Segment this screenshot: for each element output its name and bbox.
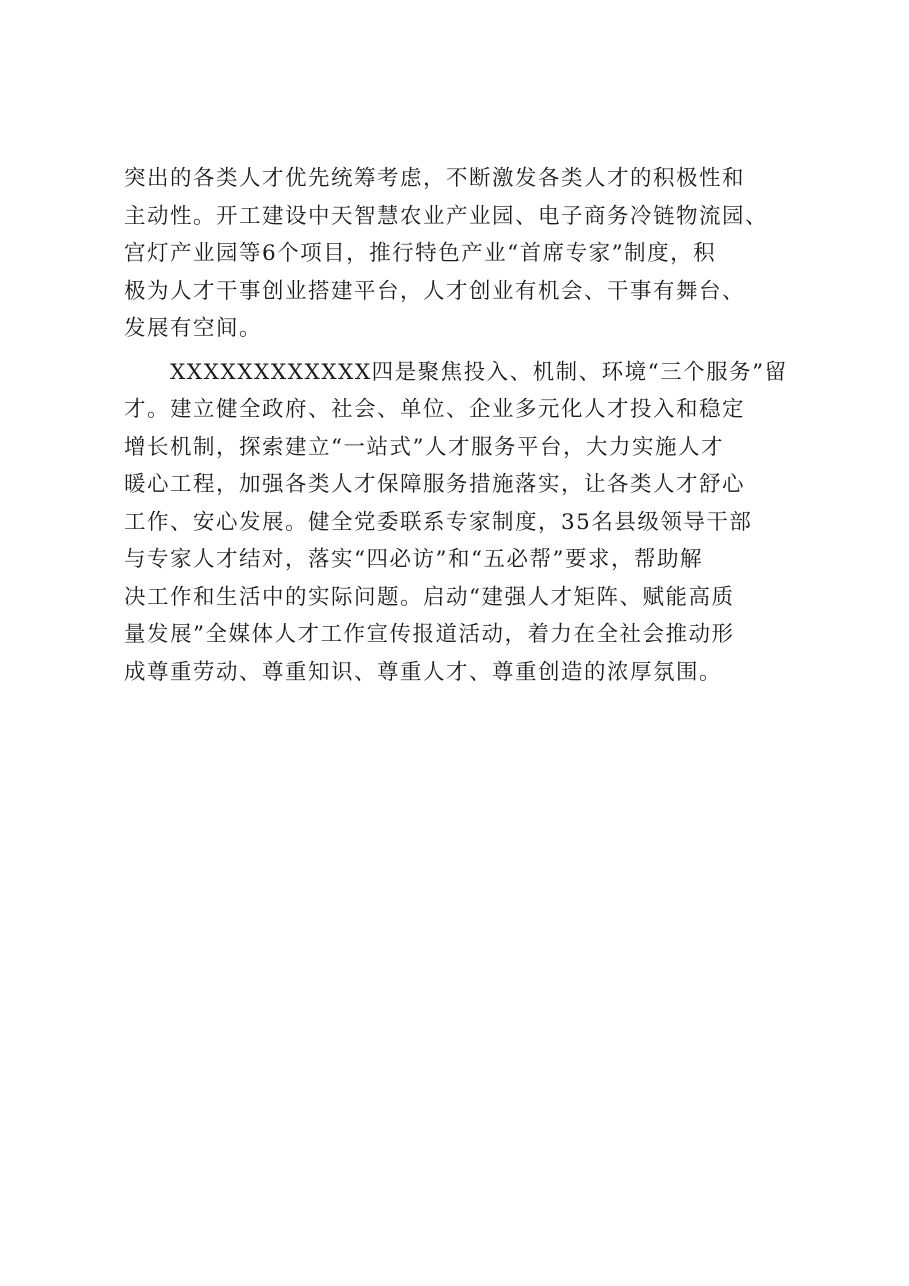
paragraph-section-four xyxy=(124,354,824,692)
paragraph-line: 成尊重劳动、尊重知识、尊重人才、尊重创造的浓厚氛围。 xyxy=(124,659,723,685)
paragraph-line: 与专家人才结对，落实“四必访”和“五必帮”要求，帮助解 xyxy=(124,547,703,572)
paragraph-continuation xyxy=(124,160,824,348)
paragraph-line: 宫灯产业园等6个项目，推行特色产业“首席专家”制度，积 xyxy=(124,241,717,266)
paragraph-line: 发展有空间。 xyxy=(124,316,263,341)
paragraph-line: 暖心工程，加强各类人才保障服务措施落实，让各类人才舒心 xyxy=(124,472,746,497)
paragraph-line: 极为人才干事创业搭建平台，人才创业有机会、干事有舞台、 xyxy=(124,278,746,304)
paragraph-line: 工作、安心发展。健全党委联系专家制度，35名县级领导干部 xyxy=(124,509,753,535)
paragraph-line: 增长机制，探索建立“一站式”人才服务平台，大力实施人才 xyxy=(124,434,724,460)
paragraph-line: XXXXXXXXXXXX四是聚焦投入、机制、环境“三个服务”留 xyxy=(170,359,788,385)
paragraph-line: 才。建立健全政府、社会、单位、企业多元化人才投入和稳定 xyxy=(124,397,746,422)
paragraph-line: 主动性。开工建设中天智慧农业产业园、电子商务冷链物流园、 xyxy=(124,203,769,229)
document-body xyxy=(124,160,824,691)
paragraph-line: 突出的各类人才优先统筹考虑，不断激发各类人才的积极性和 xyxy=(124,166,746,191)
paragraph-line: 决工作和生活中的实际问题。启动“建强人才矩阵、赋能高质 xyxy=(124,584,735,610)
paragraph-line: 量发展”全媒体人才工作宣传报道活动，着力在全社会推动形 xyxy=(124,622,735,647)
